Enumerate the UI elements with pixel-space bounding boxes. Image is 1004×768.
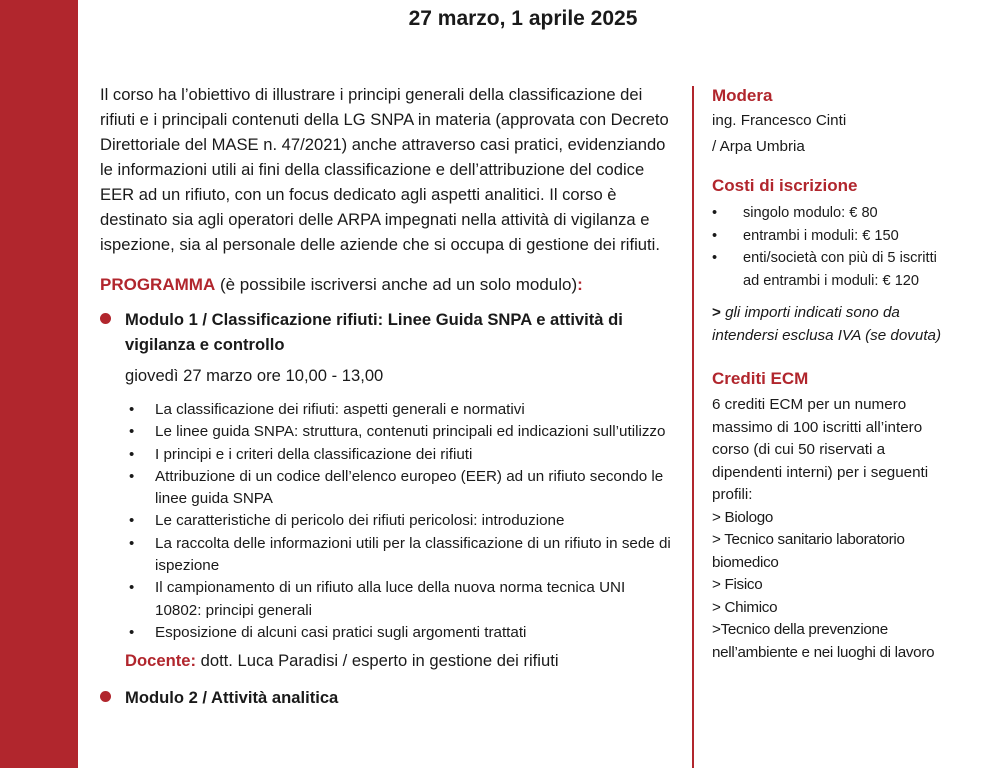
list-item: • La raccolta delle informazioni utili per la classificazione di un rifiuto in sede di ispezione [129,534,671,575]
bullet-icon: • [129,623,135,641]
note-marker: > [712,304,721,321]
ecm-text: 6 crediti ECM per un numero massimo di 100 iscritti all’intero corso (di cui 50 riservati a dipendenti interni) per i seguenti profili: [712,396,929,503]
list-item: • Le caratteristiche di pericolo dei rifiuti pericolosi: introduzione [125,510,675,532]
left-accent-bar [0,0,78,768]
bullet-icon: • [129,401,135,418]
list-item: > Fisico [712,576,763,593]
costs-title: Costi di iscrizione [712,176,858,195]
bullet-icon: • [129,445,135,463]
module-1 [100,307,675,673]
module-1-topics [125,399,675,644]
modera-line-2: / Arpa Umbria [712,138,805,155]
bullet-icon: • [712,227,718,244]
list-item: • Il campionamento di un rifiuto alla luce della nuova norma tecnica UNI 10802: principi generali [129,579,626,619]
list-item: • Attribuzione di un codice dell’elenco europeo (EER) ad un rifiuto secondo le linee guida SNPA [129,467,664,508]
programma-heading [100,274,675,296]
bullet-icon: • [712,205,718,221]
modera-title: Modera [712,86,773,105]
bullet-icon: • [129,534,135,552]
intro-paragraph: Il corso ha l’obiettivo di illustrare i principi generali della classificazione dei rifiuti e i principali contenuti della LG SNPA in materia (approvata con Decreto Direttoriale del MASE n. 47/2021) anche attraverso casi pratici, evidenziando le informazioni utili ai fini della classificazione e dell’attribuzione del codice EER ad un rifiuto, con un focus dedicato agli aspetti analitici. Il corso è destinato sia agli operatori delle ARPA impegnati nella attività di vigilanza e ispezione, sia al personale delle aziende che si occupa di gestione dei rifiuti. [100,85,669,254]
note-text: gli importi indicati sono da intendersi esclusa IVA (se dovuta) [712,304,942,344]
sidebar [712,84,942,664]
list-item: > Chimico [712,598,778,616]
bullet-dot-icon [100,691,111,702]
programma-subtitle: (è possibile iscriversi anche ad un solo modulo) [215,275,578,294]
list-item: > Biologo [712,508,774,526]
bullet-icon: • [712,250,718,266]
vat-note [712,301,942,347]
module-1-date: giovedì 27 marzo ore 10,00 - 13,00 [125,366,384,385]
list-item: • Le linee guida SNPA: struttura, contenuti principali ed indicazioni sull’utilizzo [125,421,675,443]
modera-line-1: ing. Francesco Cinti [712,112,847,129]
profiles-list [712,507,942,665]
bullet-icon: • [129,579,135,597]
bullet-icon: • [129,467,135,485]
bullet-icon: • [129,423,135,441]
costs-list [712,202,942,292]
list-item: > Tecnico sanitario laboratorio biomedico [712,531,905,571]
list-item: • I principi e i criteri della classificazione dei rifiuti [125,444,675,466]
list-item: • entrambi i moduli: € 150 [712,225,942,248]
list-item: • La classificazione dei rifiuti: aspetti generali e normativi [125,399,675,421]
module-1-title: Modulo 1 / Classificazione rifiuti: Linee Guida SNPA e attività di vigilanza e controllo [125,310,623,354]
list-item: • Esposizione di alcuni casi pratici sugli argomenti trattati [125,622,675,644]
docente-label: Docente: [125,651,196,671]
column-divider [692,86,694,768]
bullet-icon: • [129,512,135,530]
list-item: • enti/società con più di 5 iscritti ad entrambi i moduli: € 120 [712,247,942,292]
list-item: • singolo modulo: € 80 [712,202,942,225]
programma-title: PROGRAMMA [100,275,216,294]
module-2 [100,685,675,710]
main-column [100,82,675,710]
module-2-title: Modulo 2 / Attività analitica [125,688,339,708]
list-item: >Tecnico della prevenzione nell’ambiente e nei luoghi di lavoro [712,621,935,661]
docente-name: dott. Luca Paradisi / esperto in gestione dei rifiuti [196,651,559,671]
programma-colon: : [577,275,583,294]
ecm-title: Crediti ECM [712,369,809,388]
bullet-dot-icon [100,313,111,324]
course-date: 27 marzo, 1 aprile 2025 [408,7,638,30]
module-1-docente [125,648,675,673]
